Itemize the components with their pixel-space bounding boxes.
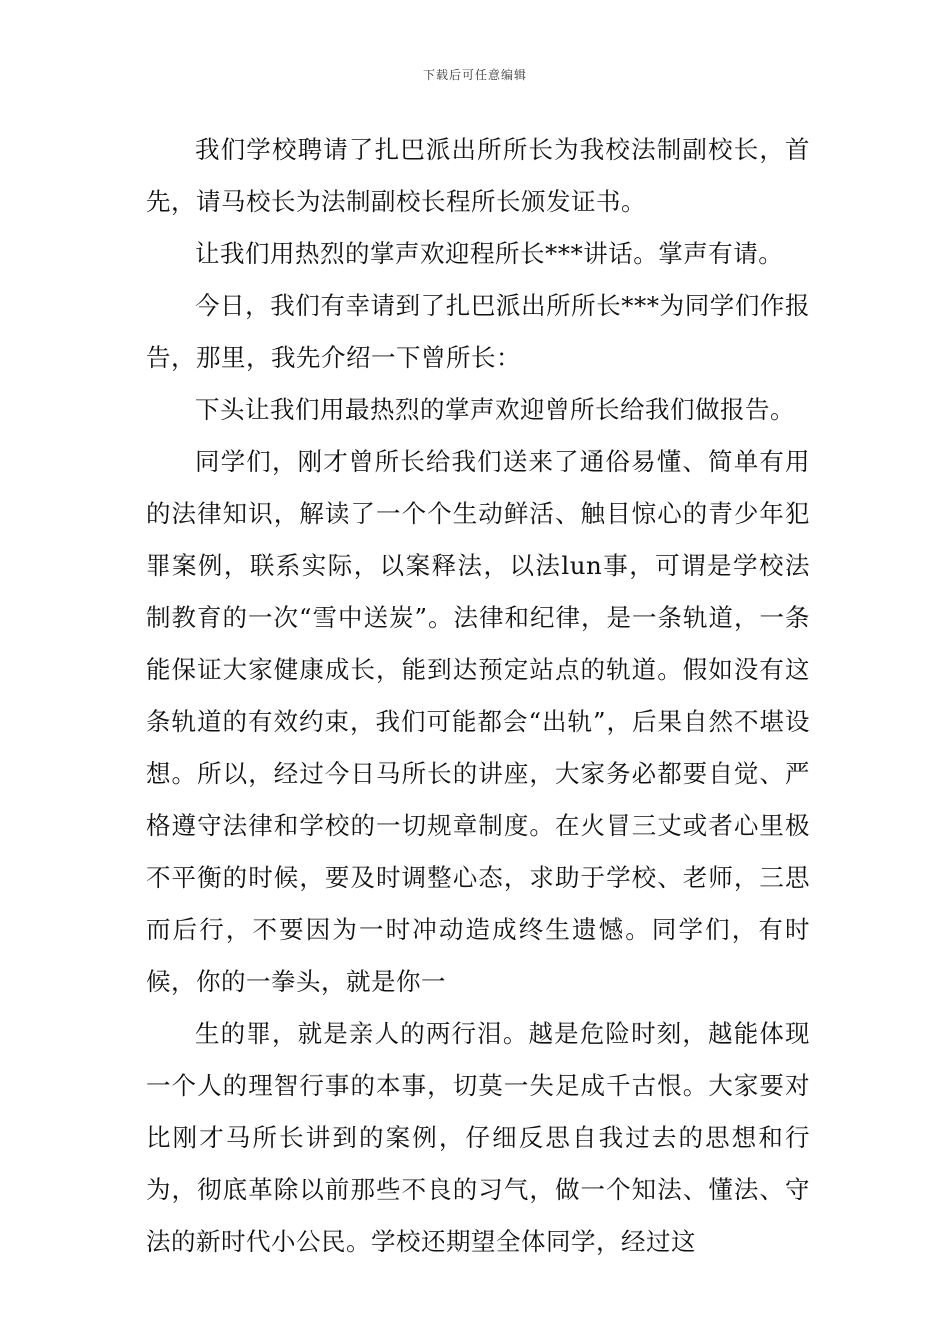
paragraph-1: 我们学校聘请了扎巴派出所所长为我校法制副校长，首先，请马校长为法制副校长程所长颁发证书。	[146, 135, 810, 216]
paragraph-5: 同学们，刚才曾所长给我们送来了通俗易懂、简单有用的法律知识，解读了一个个生动鲜活、触目惊心的青少年犯罪案例，联系实际，以案释法，以法lun事，可谓是学校法制教育的一次“雪中送炭”。法律和纪律，是一条轨道，一条能保证大家健康成长，能到达预定站点的轨道。假如没有这条轨道的有效约束，我们可能都会“出轨”，后果自然不堪设想。所以，经过今日马所长的讲座，大家务必都要自觉、严格遵守法律和学校的一切规章制度。在火冒三丈或者心里极不平衡的时候，要及时调整心态，求助于学校、老师，三思而后行，不要因为一时冲动造成终生遗憾。同学们，有时候，你的一拳头，就是你一	[146, 447, 810, 996]
paragraph-2: 让我们用热烈的掌声欢迎程所长***讲话。掌声有请。	[195, 239, 784, 268]
paragraph-6: 生的罪，就是亲人的两行泪。越是危险时刻，越能体现一个人的理智行事的本事，切莫一失足成千古恨。大家要对比刚才马所长讲到的案例，仔细反思自我过去的思想和行为，彻底革除以前那些不良的习气，做一个知法、懂法、守法的新时代小公民。学校还期望全体同学，经过这	[146, 1019, 810, 1256]
paragraph-4: 下头让我们用最热烈的掌声欢迎曾所长给我们做报告。	[195, 395, 795, 424]
paragraph-3: 今日，我们有幸请到了扎巴派出所所长***为同学们作报告，那里，我先介绍一下曾所长：	[146, 291, 810, 372]
document-body	[146, 124, 810, 1268]
page-header-note: 下载后可任意编辑	[422, 68, 527, 82]
